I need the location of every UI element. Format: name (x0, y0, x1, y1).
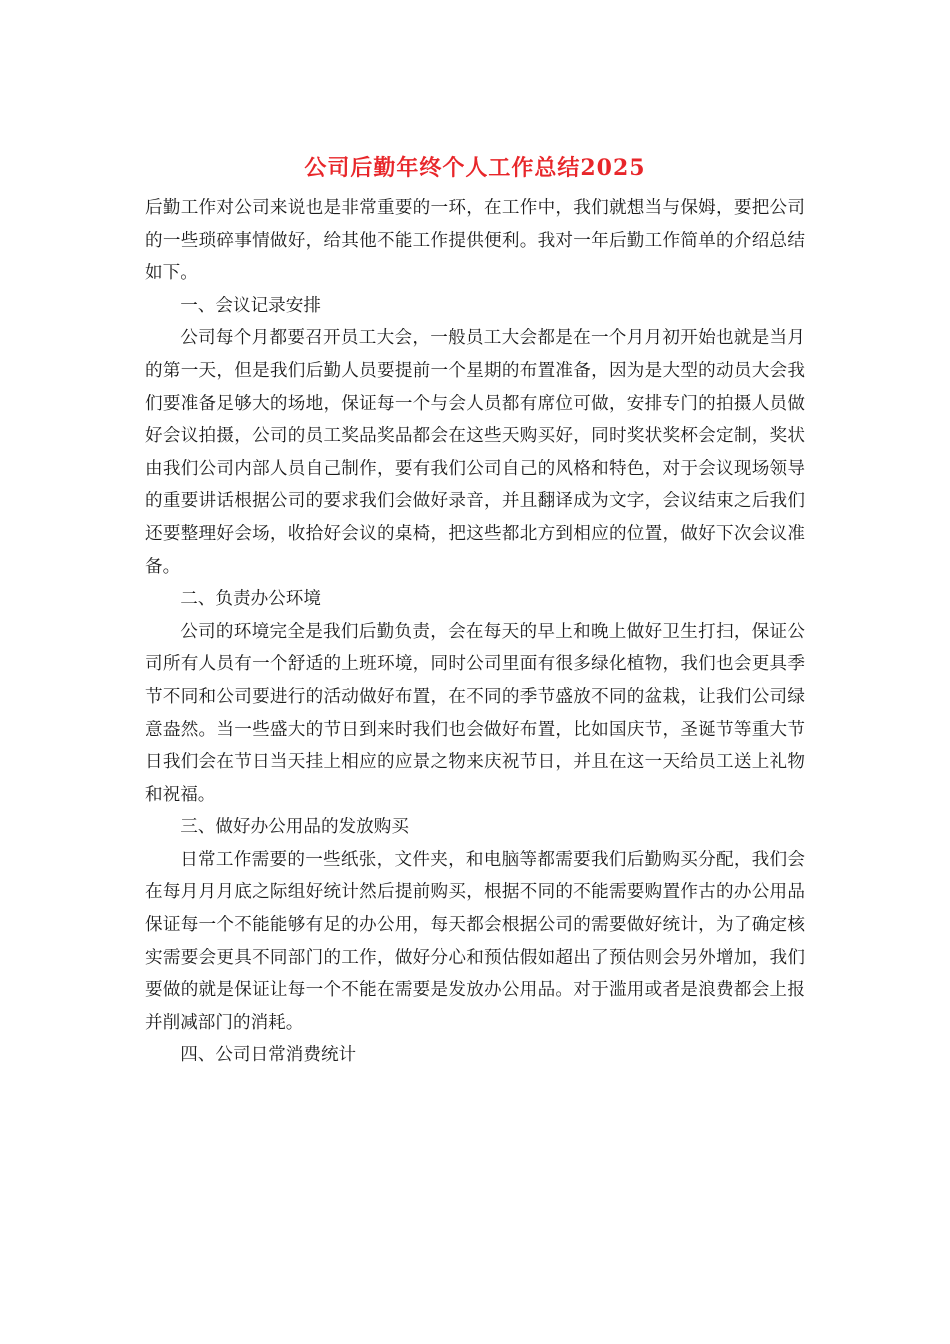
section-heading: 三、做好办公用品的发放购买 (180, 817, 409, 838)
section-heading: 二、负责办公环境 (180, 589, 321, 610)
section-paragraph: 日常工作需要的一些纸张，文件夹，和电脑等都需要我们后勤购买分配，我们会在每月月月底之际组好统计然后提前购买，根据不同的不能需要购置作古的办公用品保证每一个不能能够有足的办公用，每天都会根据公司的需要做好统计，为了确定核实需要会更具不同部门的工作，做好分心和预估假如超出了预估则会另外增加，我们要做的就是保证让每一个不能在需要是发放办公用品。对于滥用或者是浪费都会上报并削减部门的消耗。 (145, 849, 805, 1033)
intro-paragraph: 后勤工作对公司来说也是非常重要的一环，在工作中，我们就想当与保姆，要把公司的一些琐碎事情做好，给其他不能工作提供便利。我对一年后勤工作简单的介绍总结如下。 (145, 198, 805, 284)
section-heading: 一、会议记录安排 (180, 295, 321, 316)
section-paragraph: 公司的环境完全是我们后勤负责，会在每天的早上和晚上做好卫生打扫，保证公司所有人员有一个舒适的上班环境，同时公司里面有很多绿化植物，我们也会更具季节不同和公司要进行的活动做好布置，在不同的季节盛放不同的盆栽，让我们公司绿意盎然。当一些盛大的节日到来时我们也会做好布置，比如国庆节，圣诞节等重大节日我们会在节日当天挂上相应的应景之物来庆祝节日，并且在这一天给员工送上礼物和祝福。 (145, 621, 805, 805)
document-title: 公司后勤年终个人工作总结2025 (304, 155, 646, 181)
section-paragraph: 公司每个月都要召开员工大会，一般员工大会都是在一个月月初开始也就是当月的第一天，但是我们后勤人员要提前一个星期的布置准备，因为是大型的动员大会我们要准备足够大的场地，保证每一个与会人员都有席位可做，安排专门的拍摄人员做好会议拍摄，公司的员工奖品奖品都会在这些天购买好，同时奖状奖杯会定制，奖状由我们公司内部人员自己制作，要有我们公司自己的风格和特色，对于会议现场领导的重要讲话根据公司的要求我们会做好录音，并且翻译成为文字，会议结束之后我们还要整理好会场，收拾好会议的桌椅，把这些都北方到相应的位置，做好下次会议准备。 (145, 328, 805, 577)
section-heading: 四、公司日常消费统计 (180, 1045, 357, 1066)
document-body (145, 192, 805, 1072)
